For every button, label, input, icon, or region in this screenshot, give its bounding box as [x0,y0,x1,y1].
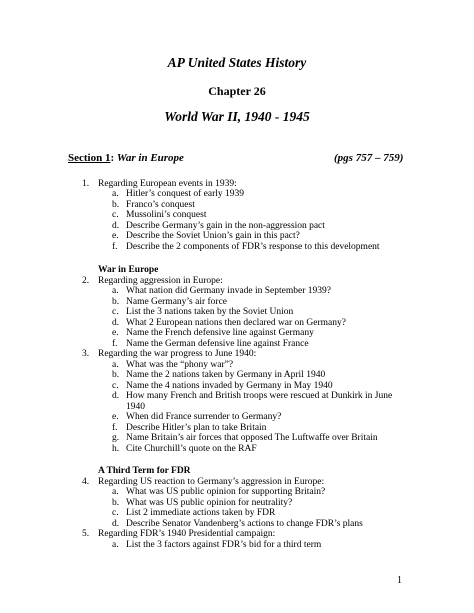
question-text: Regarding the war progress to June 1940: [98,349,257,359]
question-text: Regarding FDR’s 1940 Presidential campaign: [98,529,276,539]
item-text: Describe the 2 components of FDR’s response to this development [126,242,380,252]
question-number: 4. [82,477,90,487]
question-text: Regarding US reaction to Germany’s aggression in Europe: [98,477,325,487]
item-letter: a. [112,540,119,550]
item-letter: g. [112,433,120,443]
question-text: Regarding aggression in Europe: [98,276,223,286]
item-letter: a. [112,286,119,296]
subheading: War in Europe [98,265,159,275]
item-letter: e. [112,412,119,422]
question-text: Regarding European events in 1939: [98,179,237,189]
section-pages: (pgs 757 – 759) [334,152,404,164]
section-name: War in Europe [116,152,184,164]
item-letter: c. [112,307,119,317]
item-letter: d. [112,519,120,529]
item-text: List the 3 nations taken by the Soviet Union [126,307,294,317]
item-letter: f. [112,242,118,252]
item-text: Name Britain’s air forces that opposed The Luftwaffe over Britain [126,433,378,443]
item-text: List the 3 factors against FDR’s bid for a third term [126,540,322,550]
item-letter: a. [112,487,119,497]
item-text: Describe the Soviet Union’s gain in this pact? [126,231,300,241]
item-letter: a. [112,189,119,199]
item-text: What was US public opinion for neutrality? [126,498,293,508]
item-text: Franco’s conquest [126,200,195,210]
item-text: Mussolini’s conquest [126,210,207,220]
item-letter: b. [112,370,120,380]
item-text: Name the 4 nations invaded by Germany in May 1940 [126,381,333,391]
item-letter: b. [112,498,120,508]
course-title: AP United States History [167,55,307,70]
item-text: What was US public opinion for supporting Britain? [126,487,326,497]
item-text: Hitler’s conquest of early 1939 [126,189,245,199]
item-text: What 2 European nations then declared war on Germany? [126,318,346,328]
item-letter: e. [112,328,119,338]
item-letter: d. [112,391,120,401]
item-text: Name the 2 nations taken by Germany in April 1940 [126,370,326,380]
item-text: List 2 immediate actions taken by FDR [126,508,276,518]
subheading: A Third Term for FDR [98,466,191,476]
item-text: Cite Churchill’s quote on the RAF [126,444,257,454]
item-text: Name the German defensive line against France [126,339,309,349]
item-letter: d. [112,318,120,328]
item-letter: e. [112,231,119,241]
item-letter: f. [112,339,118,349]
item-text: What nation did Germany invade in September 1939? [126,286,331,296]
section-number: Section 1 [68,152,111,164]
section-colon: : [110,152,115,164]
question-number: 5. [82,529,90,539]
item-text: Name the French defensive line against Germany [126,328,314,338]
item-text: Describe Hitler’s plan to take Britain [126,423,267,433]
item-letter: b. [112,297,120,307]
item-text: Name Germany’s air force [126,297,228,307]
section-heading [68,152,184,165]
item-letter: f. [112,423,118,433]
item-letter: c. [112,381,119,391]
question-number: 3. [82,349,90,359]
item-text: How many French and British troops were rescued at Dunkirk in June [126,391,393,401]
item-letter: h. [112,444,120,454]
item-text: When did France surrender to Germany? [126,412,282,422]
page-number: 1 [397,575,402,586]
question-number: 2. [82,276,90,286]
question-number: 1. [82,179,90,189]
item-letter: c. [112,210,119,220]
chapter-title: World War II, 1940 - 1945 [164,109,310,124]
item-text: Describe Senator Vandenberg’s actions to change FDR’s plans [126,519,363,529]
item-text-continued: 1940 [126,402,145,412]
item-letter: b. [112,200,120,210]
item-text: What was the “phony war”? [126,360,234,370]
item-letter: c. [112,508,119,518]
chapter-label: Chapter 26 [208,84,266,98]
item-text: Describe Germany’s gain in the non-aggression pact [126,221,325,231]
item-letter: d. [112,221,120,231]
item-letter: a. [112,360,119,370]
